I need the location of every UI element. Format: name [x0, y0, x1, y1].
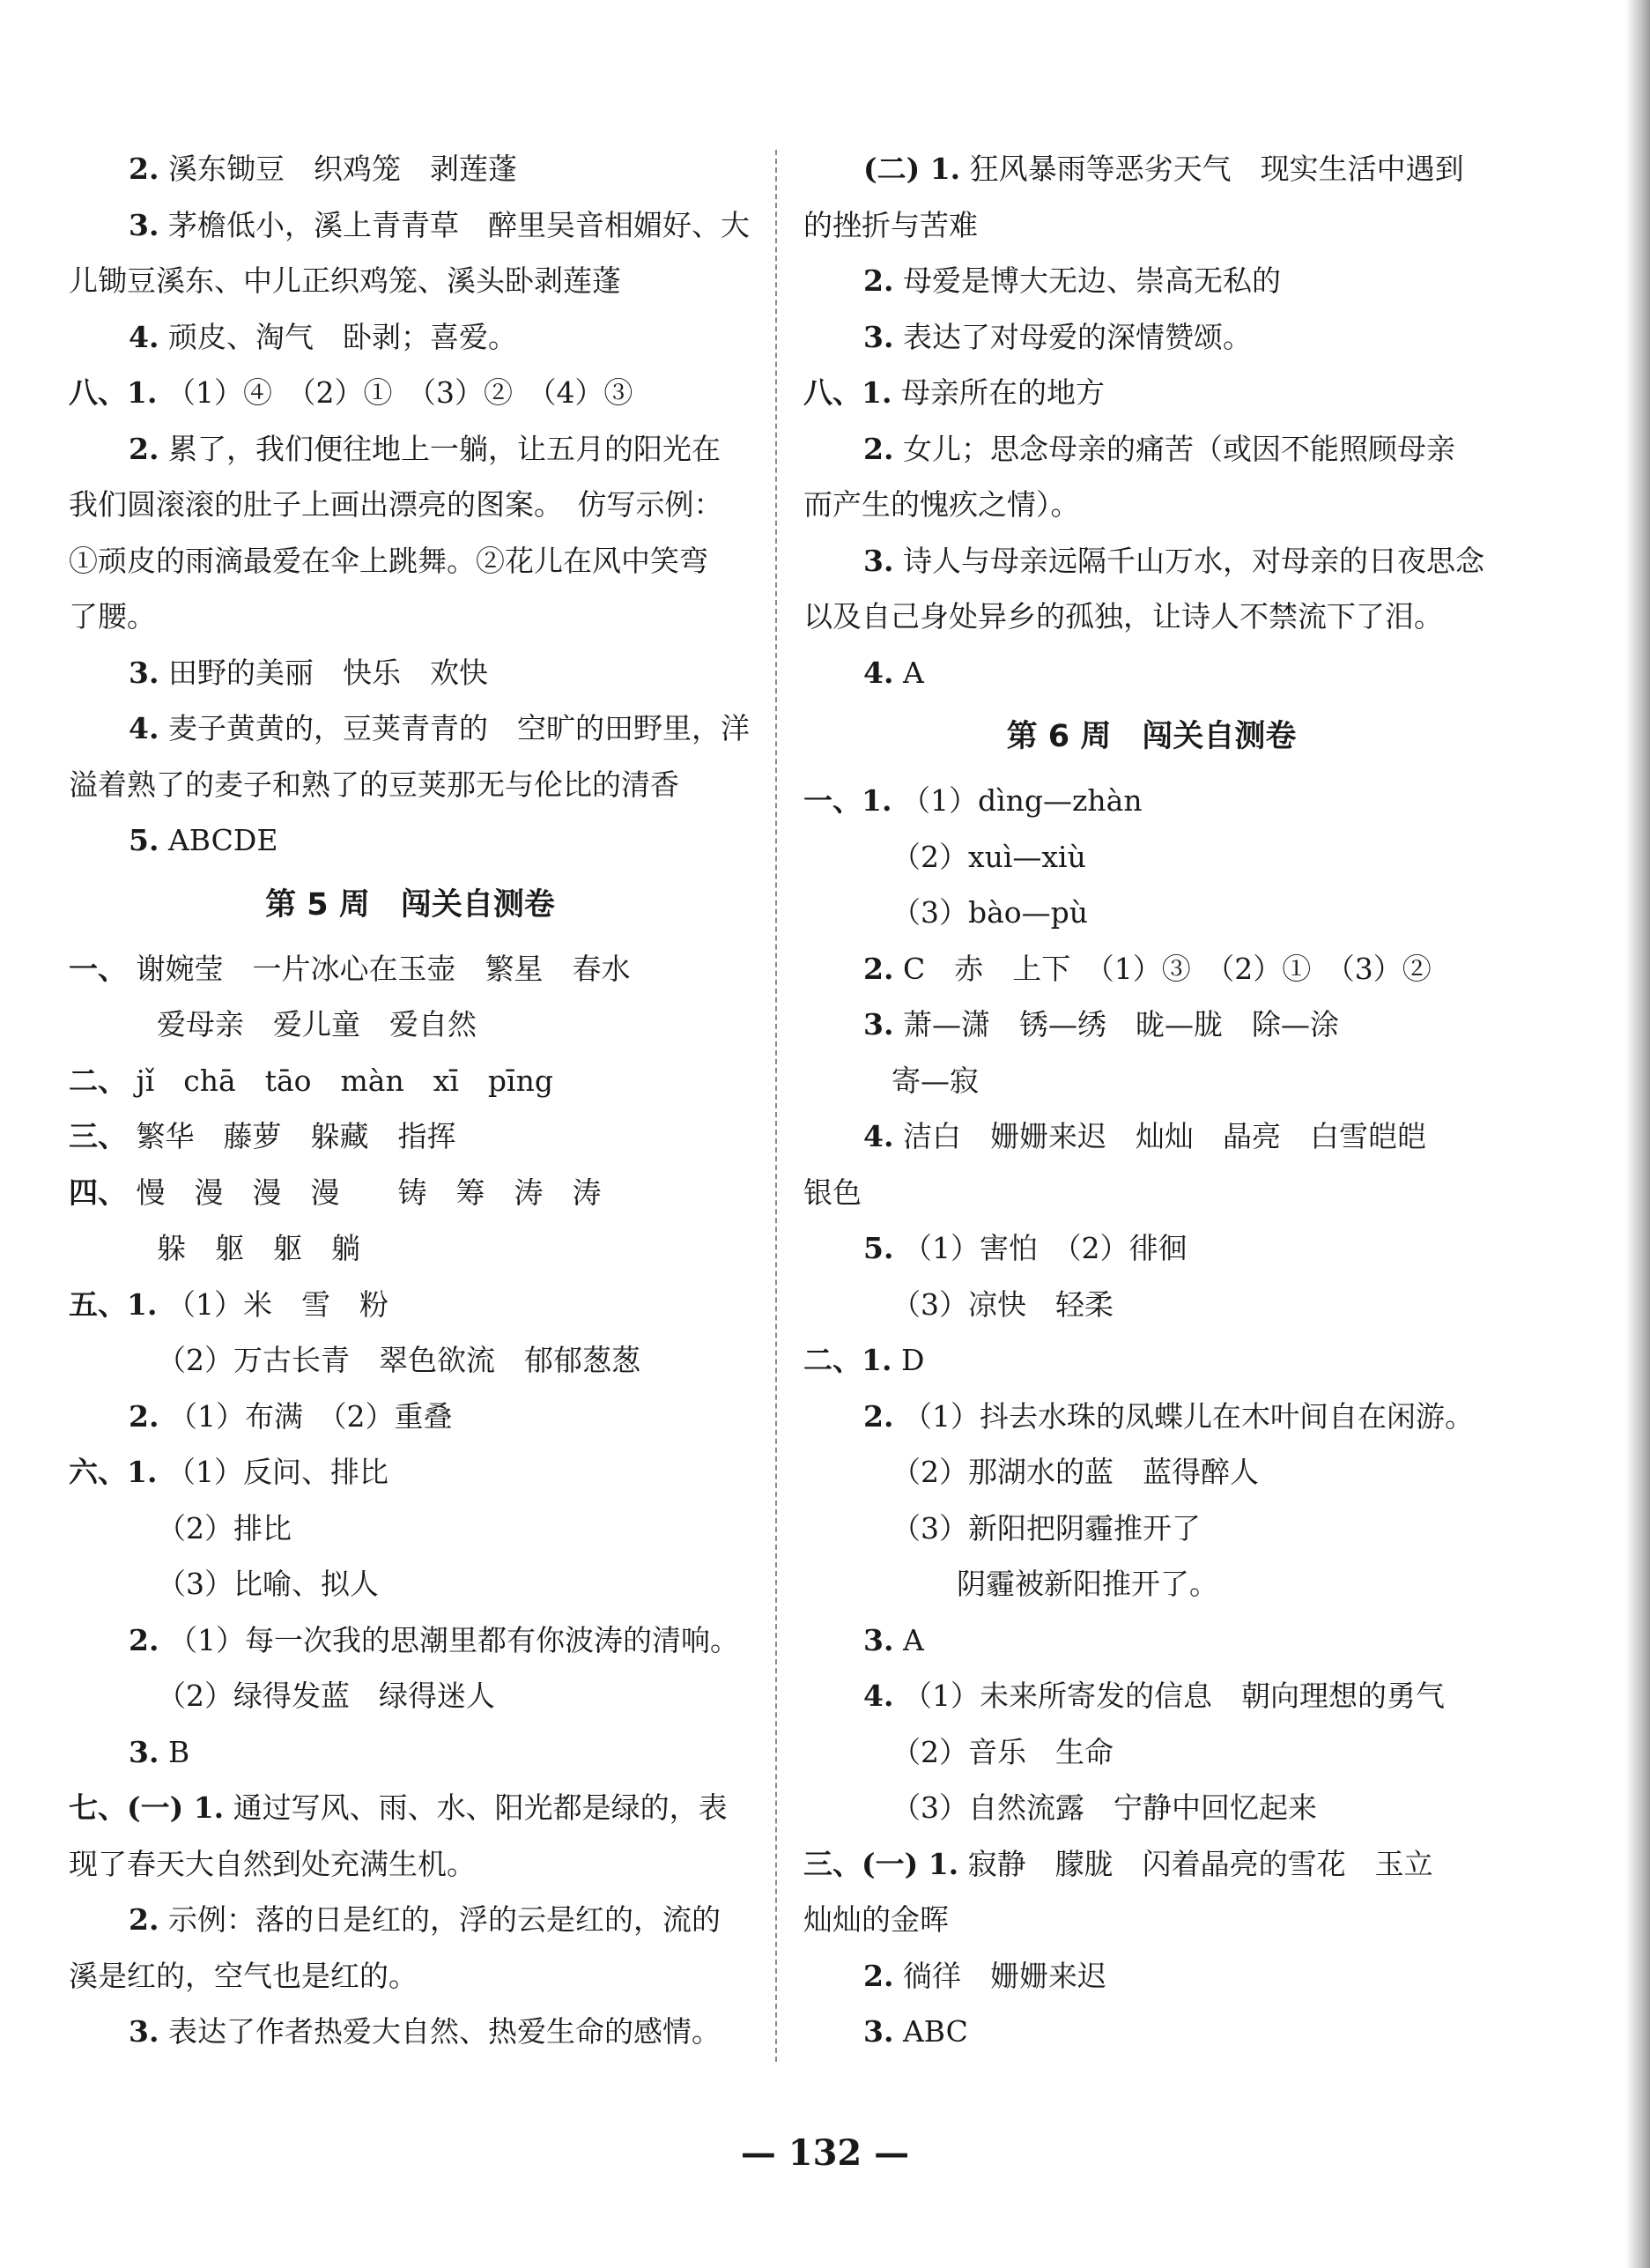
answer-text: 萧—潇 锈—绣 昽—胧 除—涂 [902, 1007, 1339, 1041]
answer-line [69, 1108, 751, 1165]
column-divider [775, 150, 777, 2062]
answer-text: 溢着熟了的麦子和熟了的豆荚那无与伦比的清香 [69, 767, 679, 802]
answer-text: 母爱是博大无边、崇高无私的 [902, 263, 1281, 298]
answer-number: 4. [129, 319, 159, 354]
answer-text: A [902, 1622, 924, 1657]
answer-number: 三、(一) 1. [803, 1846, 959, 1881]
answer-text: 了腰。 [69, 599, 156, 634]
answer-text: 麦子黄黄的，豆荚青青的 空旷的田野里，洋 [167, 711, 750, 745]
answer-text: （1）反问、排比 [166, 1455, 388, 1489]
answer-text: 寂静 朦胧 闪着晶亮的雪花 玉立 [967, 1846, 1433, 1881]
answer-line [69, 1612, 751, 1669]
answer-line [69, 141, 751, 197]
answer-text: 寄—寂 [892, 1063, 979, 1098]
answer-line [69, 757, 751, 813]
answer-line [803, 1501, 1499, 1557]
answer-line [803, 309, 1499, 366]
answer-text: 以及自己身处异乡的孤独，让诗人不禁流下了泪。 [803, 599, 1443, 634]
answer-line [69, 645, 751, 701]
answer-text: 母亲所在的地方 [900, 375, 1105, 410]
answer-line [69, 1389, 751, 1445]
answer-number: 2. [129, 1398, 159, 1434]
answer-line [69, 309, 751, 366]
answer-line [803, 773, 1499, 829]
answer-text: 的挫折与苦难 [803, 207, 978, 242]
answer-text: 诗人与母亲远隔千山万水，对母亲的日夜思念 [902, 543, 1484, 578]
answer-line [803, 1444, 1499, 1501]
answer-line [69, 941, 751, 997]
answer-text: （1）未来所寄发的信息 朝向理想的勇气 [902, 1679, 1445, 1713]
answer-number: 4. [863, 1119, 894, 1153]
answer-line [69, 1053, 751, 1109]
answer-line [803, 1724, 1499, 1781]
answer-number: 3. [129, 2014, 159, 2049]
answer-line [803, 1892, 1499, 1948]
right-column [803, 141, 1499, 2060]
answer-line [803, 365, 1499, 421]
answer-text: （1）害怕 （2）徘徊 [902, 1231, 1188, 1265]
answer-number: 5. [129, 823, 159, 857]
answer-text: （3）bào—pù [892, 895, 1089, 930]
answer-number: 3. [863, 1622, 894, 1657]
answer-line [803, 589, 1499, 645]
answer-number: 3. [863, 319, 894, 354]
answer-number: 二、 [69, 1063, 127, 1098]
answer-number: 七、(一) 1. [69, 1790, 225, 1825]
answer-text: 银色 [803, 1175, 862, 1210]
answer-text: 而产生的愧疚之情）。 [803, 487, 1080, 522]
answer-line [69, 589, 751, 645]
answer-line [803, 829, 1499, 886]
answer-text: B [167, 1734, 190, 1769]
answer-text: （2）音乐 生命 [892, 1734, 1114, 1769]
right-answers-week6 [803, 773, 1499, 2060]
answer-line [69, 421, 751, 478]
answer-text: 通过写风、雨、水、阳光都是绿的，表 [233, 1790, 728, 1825]
answer-text: （2）绿得发蓝 绿得迷人 [157, 1679, 495, 1713]
answer-text: （1）每一次我的思潮里都有你波涛的清响。 [167, 1622, 739, 1657]
answer-line [69, 1444, 751, 1501]
answer-line [803, 1332, 1499, 1389]
answer-number: 三、 [69, 1119, 127, 1153]
answer-line [803, 1389, 1499, 1445]
answer-line [69, 1277, 751, 1333]
week5-heading: 第 5 周 闯关自测卷 [265, 886, 555, 923]
answer-text: （1）抖去水珠的凤蝶儿在木叶间自在闲游。 [902, 1398, 1474, 1434]
answer-line [69, 197, 751, 254]
answer-text: D [900, 1343, 925, 1377]
answer-number: 4. [863, 1679, 894, 1713]
answer-number: 一、1. [803, 783, 892, 818]
answer-text: （1）布满 （2）重叠 [167, 1398, 453, 1434]
answer-text: 顽皮、淘气 卧剥；喜爱。 [167, 319, 517, 354]
answer-line [69, 997, 751, 1053]
answer-line [803, 997, 1499, 1053]
answer-number: 4. [863, 655, 894, 690]
answer-text: C 赤 上下 （1）③ （2）① （3）② [902, 951, 1432, 986]
answer-line [803, 1612, 1499, 1669]
answer-line [69, 1724, 751, 1781]
answer-line [803, 421, 1499, 478]
answer-number: 3. [863, 2014, 894, 2049]
answer-text: （1）dìng—zhàn [900, 783, 1143, 818]
answer-text: 累了，我们便往地上一躺，让五月的阳光在 [167, 431, 721, 466]
answer-line [803, 1108, 1499, 1165]
answer-text: 示例：落的日是红的，浮的云是红的，流的 [167, 1902, 721, 1937]
answer-line [69, 365, 751, 421]
answer-line [69, 1948, 751, 2005]
answer-line [69, 1501, 751, 1557]
answer-text: ABCDE [167, 823, 278, 857]
answer-text: jǐ chā tāo màn xī pīng [136, 1063, 553, 1098]
answer-line [803, 885, 1499, 941]
answer-line [803, 141, 1499, 197]
answer-line [69, 533, 751, 589]
answer-text: 表达了作者热爱大自然、热爱生命的感情。 [167, 2014, 721, 2049]
answer-line [69, 477, 751, 533]
answer-number: 2. [863, 431, 894, 466]
answer-number: 五、1. [69, 1286, 158, 1322]
answer-line [803, 533, 1499, 589]
answer-number: 2. [129, 1622, 159, 1657]
answer-number: 5. [863, 1231, 894, 1265]
answer-number: 3. [129, 1734, 159, 1769]
answer-text: （2）排比 [157, 1510, 292, 1545]
answer-line [69, 1668, 751, 1724]
answer-text: 狂风暴雨等恶劣天气 现实生活中遇到 [969, 152, 1464, 186]
answer-text: 阴霾被新阳推开了。 [957, 1567, 1218, 1601]
answer-line [803, 197, 1499, 254]
answer-line [803, 477, 1499, 533]
answer-text: 繁华 藤萝 躲藏 指挥 [136, 1119, 456, 1153]
answer-line [69, 812, 751, 869]
week6-heading: 第 6 周 闯关自测卷 [1006, 719, 1297, 754]
answer-text: 现了春天大自然到处充满生机。 [69, 1846, 476, 1881]
answer-line [69, 1780, 751, 1836]
answer-number: 3. [129, 207, 159, 242]
answer-line [69, 2004, 751, 2060]
answer-number: 2. [863, 951, 894, 986]
answer-text: 儿锄豆溪东、中儿正织鸡笼、溪头卧剥莲蓬 [69, 263, 621, 298]
answer-text: 谢婉莹 一片冰心在玉壶 繁星 春水 [136, 951, 631, 986]
answer-number: 二、1. [803, 1343, 892, 1377]
answer-text: （1）④ （2）① （3）② （4）③ [166, 375, 633, 410]
left-answers-week5 [69, 941, 751, 2060]
answer-text: 田野的美丽 快乐 欢快 [167, 655, 488, 690]
answer-line [803, 253, 1499, 309]
answer-line [803, 1277, 1499, 1333]
answer-number: 2. [129, 1902, 159, 1937]
answer-number: 八、1. [69, 375, 158, 410]
answer-number: 2. [863, 1958, 894, 1993]
answer-number: (二) 1. [863, 152, 961, 186]
answer-text: 溪东锄豆 织鸡笼 剥莲蓬 [167, 152, 517, 186]
answer-line [69, 700, 751, 757]
answer-text: 慢 漫 漫 漫 铸 筹 涛 涛 [136, 1175, 602, 1210]
answer-text: （2）万古长青 翠色欲流 郁郁葱葱 [157, 1343, 640, 1377]
right-answers-week5 [803, 141, 1499, 700]
answer-line [803, 1836, 1499, 1893]
answer-line [69, 1165, 751, 1221]
answer-number: 一、 [69, 951, 127, 986]
answer-text: 躲 躯 躯 躺 [157, 1231, 360, 1265]
answer-text: （2）那湖水的蓝 蓝得醉人 [892, 1455, 1259, 1489]
answer-line [69, 1220, 751, 1277]
answer-text: （3）新阳把阴霾推开了 [892, 1510, 1201, 1545]
answer-text: 灿灿的金晖 [803, 1902, 949, 1937]
answer-line [803, 1556, 1499, 1612]
answer-line [803, 1220, 1499, 1277]
answer-text: A [902, 655, 924, 690]
answer-text: 洁白 姗姗来迟 灿灿 晶亮 白雪皑皑 [902, 1119, 1426, 1153]
answer-text: 我们圆滚滚的肚子上画出漂亮的图案。 仿写示例： [69, 487, 723, 522]
answer-text: 茅檐低小，溪上青青草 醉里吴音相媚好、大 [167, 207, 750, 242]
answer-number: 3. [863, 1007, 894, 1041]
answer-line [803, 645, 1499, 701]
answer-number: 2. [129, 431, 159, 466]
answer-line [803, 1165, 1499, 1221]
answer-line [69, 1556, 751, 1612]
answer-text: 女儿；思念母亲的痛苦（或因不能照顾母亲 [902, 431, 1455, 466]
answer-text: （3）凉快 轻柔 [892, 1286, 1114, 1322]
answer-line [69, 253, 751, 309]
answer-text: 爱母亲 爱儿童 爱自然 [157, 1007, 477, 1041]
answer-text: （3）比喻、拟人 [157, 1567, 379, 1601]
answer-text: （2）xuì—xiù [892, 839, 1086, 874]
answer-number: 四、 [69, 1175, 127, 1210]
answer-number: 2. [863, 263, 894, 298]
answer-text: 表达了对母爱的深情赞颂。 [902, 319, 1252, 354]
left-answers-week4 [69, 141, 751, 869]
answer-number: 3. [863, 543, 894, 578]
answer-text: 徜徉 姗姗来迟 [902, 1958, 1106, 1993]
answer-number: 4. [129, 711, 159, 745]
answer-line [69, 1332, 751, 1389]
answer-text: （1）米 雪 粉 [166, 1286, 388, 1322]
answer-line [803, 2004, 1499, 2060]
answer-number: 2. [863, 1398, 894, 1434]
answer-text: ①顽皮的雨滴最爱在伞上跳舞。②花儿在风中笑弯 [69, 543, 708, 578]
answer-number: 六、1. [69, 1455, 158, 1489]
answer-line [803, 1053, 1499, 1109]
answer-number: 八、1. [803, 375, 892, 410]
answer-text: 溪是红的，空气也是红的。 [69, 1958, 418, 1993]
answer-line [69, 1836, 751, 1893]
answer-line [803, 1668, 1499, 1724]
page-number: — 132 — [740, 2132, 910, 2174]
answer-line [803, 941, 1499, 997]
answer-line [69, 1892, 751, 1948]
answer-text: ABC [902, 2014, 968, 2049]
answer-number: 2. [129, 152, 159, 186]
page-binding-edge [1625, 0, 1650, 2268]
answer-number: 3. [129, 655, 159, 690]
answer-text: （3）自然流露 宁静中回忆起来 [892, 1790, 1317, 1825]
answer-line [803, 1948, 1499, 2005]
left-column [69, 141, 751, 2060]
answer-line [803, 1780, 1499, 1836]
